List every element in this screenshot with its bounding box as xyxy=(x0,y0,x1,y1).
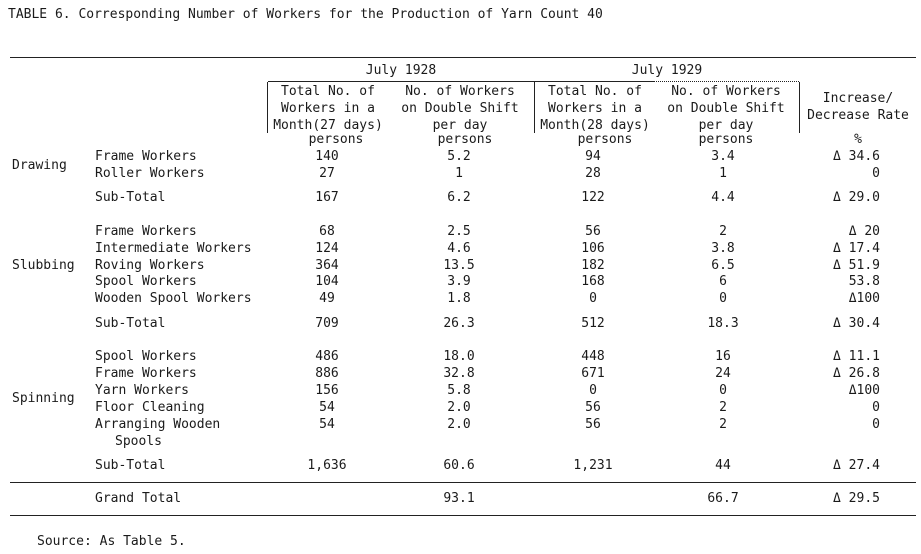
table-cell: 44 xyxy=(715,458,731,473)
row-label: Frame Workers xyxy=(95,224,197,239)
table-cell: Δ100 xyxy=(848,383,880,398)
top-rule xyxy=(10,57,916,58)
table-cell: 26.3 xyxy=(443,316,475,331)
table-cell: 13.5 xyxy=(443,258,475,273)
table-cell: 4.6 xyxy=(447,241,471,256)
table-cell: 3.9 xyxy=(447,274,471,289)
table-cell: 5.2 xyxy=(447,149,471,164)
header-rate xyxy=(800,90,916,124)
row-label: Intermediate Workers xyxy=(95,241,252,256)
row-label-continued: Spools xyxy=(115,434,162,449)
table-cell: 18.3 xyxy=(707,316,739,331)
table-cell: 512 xyxy=(581,316,605,331)
table-cell: Δ 29.5 xyxy=(833,491,880,506)
table-cell: 32.8 xyxy=(443,366,475,381)
row-label: Floor Cleaning xyxy=(95,400,205,415)
row-label: Sub-Total xyxy=(95,316,166,331)
header-line: on Double Shift xyxy=(401,101,519,116)
table-cell: 0 xyxy=(872,400,880,415)
header-line: per day xyxy=(432,118,488,133)
period-underline-1929 xyxy=(535,81,799,82)
header-line: Workers in a xyxy=(281,101,375,116)
header-total-workers-1928 xyxy=(268,83,388,134)
table-cell: 104 xyxy=(315,274,339,289)
row-label: Wooden Spool Workers xyxy=(95,291,252,306)
table-cell: 56 xyxy=(585,400,601,415)
table-cell: 5.8 xyxy=(447,383,471,398)
table-cell: 54 xyxy=(319,417,335,432)
table-cell: Δ 27.4 xyxy=(833,458,880,473)
table-cell: 1 xyxy=(455,166,463,181)
table-cell: 140 xyxy=(315,149,339,164)
header-line: Month(27 days) xyxy=(273,118,383,133)
table-cell: 3.4 xyxy=(711,149,735,164)
table-cell: 2 xyxy=(719,224,727,239)
header-line: Month(28 days) xyxy=(540,118,650,133)
table-cell: 0 xyxy=(872,417,880,432)
row-label: Grand Total xyxy=(95,491,182,506)
table-cell: 56 xyxy=(585,224,601,239)
table-cell: 0 xyxy=(589,291,597,306)
group-drawing: Drawing xyxy=(12,158,67,173)
header-double-shift-1928 xyxy=(390,83,530,134)
grand-total-rule xyxy=(10,482,916,483)
header-total-workers-1929 xyxy=(535,83,655,134)
table-cell: 18.0 xyxy=(443,349,475,364)
header-line: Total No. of xyxy=(548,84,642,99)
table-cell: Δ100 xyxy=(848,291,880,306)
table-cell: 448 xyxy=(581,349,605,364)
table-cell: Δ 30.4 xyxy=(833,316,880,331)
table-cell: Δ 29.0 xyxy=(833,190,880,205)
table-cell: 0 xyxy=(872,166,880,181)
table-cell: 60.6 xyxy=(443,458,475,473)
row-label: Spool Workers xyxy=(95,349,197,364)
table-cell: 168 xyxy=(581,274,605,289)
unit-label: persons xyxy=(698,132,754,147)
table-cell: 2.0 xyxy=(447,400,471,415)
table-cell: 6.2 xyxy=(447,190,471,205)
header-line: Decrease Rate xyxy=(807,108,909,123)
table-cell: 28 xyxy=(585,166,601,181)
table-cell: 6.5 xyxy=(711,258,735,273)
period-header-1929: July 1929 xyxy=(631,63,703,78)
table-cell: 167 xyxy=(315,190,339,205)
table-cell: 1,636 xyxy=(307,458,347,473)
table-cell: 106 xyxy=(581,241,605,256)
table-cell: 2.0 xyxy=(447,417,471,432)
table-cell: 709 xyxy=(315,316,339,331)
table-cell: Δ 20 xyxy=(848,224,880,239)
table-cell: Δ 26.8 xyxy=(833,366,880,381)
row-label: Yarn Workers xyxy=(95,383,189,398)
header-line: per day xyxy=(698,118,754,133)
table-cell: 24 xyxy=(715,366,731,381)
table-cell: 68 xyxy=(319,224,335,239)
row-label: Roller Workers xyxy=(95,166,205,181)
table-cell: 1 xyxy=(719,166,727,181)
row-label: Frame Workers xyxy=(95,366,197,381)
table-cell: 49 xyxy=(319,291,335,306)
table-cell: 364 xyxy=(315,258,339,273)
row-label: Spool Workers xyxy=(95,274,197,289)
table-cell: 93.1 xyxy=(443,491,475,506)
table-cell: Δ 51.9 xyxy=(833,258,880,273)
table-cell: 0 xyxy=(719,291,727,306)
header-line: Total No. of xyxy=(281,84,375,99)
unit-label: % xyxy=(854,132,862,147)
table-title: TABLE 6. Corresponding Number of Workers for the Production of Yarn Count 40 xyxy=(8,7,603,22)
table-cell: 16 xyxy=(715,349,731,364)
row-label: Sub-Total xyxy=(95,190,166,205)
table-cell: 122 xyxy=(581,190,605,205)
table-cell: 2 xyxy=(719,400,727,415)
table-cell: 56 xyxy=(585,417,601,432)
table-cell: 124 xyxy=(315,241,339,256)
unit-label: persons xyxy=(308,132,364,147)
table-cell: 1.8 xyxy=(447,291,471,306)
unit-label: persons xyxy=(437,132,493,147)
header-line: Increase/ xyxy=(822,91,894,106)
table-cell: 0 xyxy=(589,383,597,398)
table-cell: 2.5 xyxy=(447,224,471,239)
header-line: No. of Workers xyxy=(405,84,515,99)
table-cell: 2 xyxy=(719,417,727,432)
table-cell: 53.8 xyxy=(848,274,880,289)
table-cell: 671 xyxy=(581,366,605,381)
table-cell: 27 xyxy=(319,166,335,181)
source-note: Source: As Table 5. xyxy=(37,534,186,549)
table-cell: 4.4 xyxy=(711,190,735,205)
header-double-shift-1929 xyxy=(656,83,796,134)
table-cell: 0 xyxy=(719,383,727,398)
row-label: Roving Workers xyxy=(95,258,205,273)
group-slubbing: Slubbing xyxy=(12,258,75,273)
table-cell: 486 xyxy=(315,349,339,364)
table-cell: Δ 11.1 xyxy=(833,349,880,364)
table-cell: 94 xyxy=(585,149,601,164)
table-cell: 886 xyxy=(315,366,339,381)
table-cell: 6 xyxy=(719,274,727,289)
header-line: Workers in a xyxy=(548,101,642,116)
table-cell: 156 xyxy=(315,383,339,398)
period-header-1928: July 1928 xyxy=(365,63,437,78)
table-cell: 66.7 xyxy=(707,491,739,506)
header-line: No. of Workers xyxy=(671,84,781,99)
table-cell: 3.8 xyxy=(711,241,735,256)
row-label: Sub-Total xyxy=(95,458,166,473)
unit-label: persons xyxy=(577,132,633,147)
table-cell: 182 xyxy=(581,258,605,273)
bottom-rule xyxy=(10,515,916,516)
table-cell: 1,231 xyxy=(573,458,613,473)
table-cell: 54 xyxy=(319,400,335,415)
row-label: Arranging Wooden xyxy=(95,417,221,432)
table-cell: Δ 34.6 xyxy=(833,149,880,164)
row-label: Frame Workers xyxy=(95,149,197,164)
group-spinning: Spinning xyxy=(12,391,75,406)
table-cell: Δ 17.4 xyxy=(833,241,880,256)
header-line: on Double Shift xyxy=(667,101,785,116)
